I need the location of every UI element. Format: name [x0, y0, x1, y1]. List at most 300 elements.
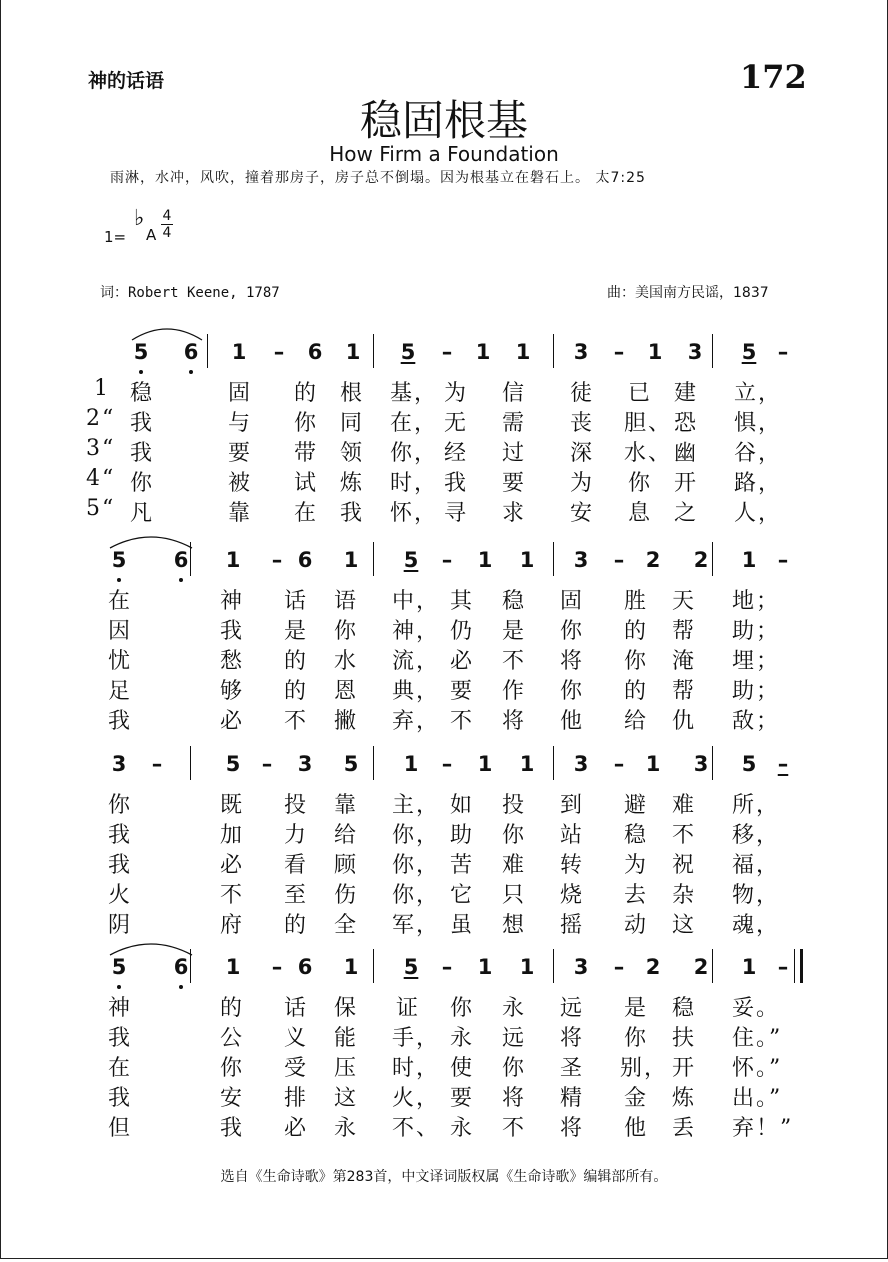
lyric-char: 求: [501, 501, 524, 526]
lyric-char: 永: [333, 1116, 356, 1141]
lyric-char: 因: [107, 619, 130, 644]
lyric-char: 要: [449, 1086, 472, 1111]
lyric-char: 必: [219, 709, 242, 734]
lyric-char: 你: [129, 471, 152, 496]
lyric-char: 助；: [732, 619, 781, 644]
lyric-char: 避: [623, 793, 646, 818]
lyric-char: 炼: [671, 1086, 694, 1111]
note: 5: [403, 955, 419, 979]
lyric-char: 助；: [732, 679, 781, 704]
lyric-char: 金: [623, 1086, 646, 1111]
barline: [712, 334, 713, 368]
note: 1: [477, 752, 493, 776]
note: 1: [477, 548, 493, 572]
note: 1: [345, 340, 361, 364]
lyric-char: 必: [449, 649, 472, 674]
note: 1: [225, 955, 241, 979]
lyric-char: 的: [623, 679, 646, 704]
lyric-char: 在，: [390, 411, 439, 436]
lyric-char: 你，: [392, 853, 441, 878]
note: 5: [741, 340, 757, 364]
lyric-char: 你，: [390, 441, 439, 466]
lyric-char: 弃！”: [732, 1116, 794, 1141]
lyric-char: 炼: [339, 471, 362, 496]
lyric-char: 话: [283, 589, 306, 614]
note: 6: [173, 548, 189, 572]
lyric-char: 作: [501, 679, 524, 704]
lyric-char: 之: [673, 501, 696, 526]
lyric-char: 的: [283, 913, 306, 938]
lyric-char: 神: [219, 589, 242, 614]
composer-credit: 曲：美国南方民谣，1837: [607, 285, 769, 301]
lyric-char: 他: [559, 709, 582, 734]
lyric-char: 出。”: [732, 1086, 783, 1111]
lyric-char: 是: [623, 996, 646, 1021]
lyric-char: 我: [107, 1026, 130, 1051]
copyright-footer: 选自《生命诗歌》第283首，中文译词版权属《生命诗歌》编辑部所有。: [220, 1169, 668, 1185]
lyric-char: 带: [293, 441, 316, 466]
lyric-char: 顾: [333, 853, 356, 878]
lyric-char: 至: [283, 883, 306, 908]
lyric-char: 为: [443, 381, 466, 406]
barline: [190, 746, 191, 780]
lyric-char: 他: [623, 1116, 646, 1141]
lyric-char: 的: [623, 619, 646, 644]
lyric-char: 水: [333, 649, 356, 674]
lyric-char: 人，: [734, 501, 783, 526]
lyric-char: 的: [293, 381, 316, 406]
barline: [712, 542, 713, 576]
lyric-char: 为: [623, 853, 646, 878]
lyric-char: 你: [559, 679, 582, 704]
note: 1: [343, 548, 359, 572]
lyric-char: 动: [623, 913, 646, 938]
lyric-char: 同: [339, 411, 362, 436]
lyric-char: 全: [333, 913, 356, 938]
lyric-char: 你: [449, 996, 472, 1021]
lyric-char: 敌；: [732, 709, 781, 734]
lyric-char: 难: [671, 793, 694, 818]
lyric-char: 将: [559, 649, 582, 674]
lyric-char: 你: [293, 411, 316, 436]
lyric-char: 撇: [333, 709, 356, 734]
lyric-char: 深: [569, 441, 592, 466]
lyric-char: 给: [623, 709, 646, 734]
lyric-char: 你: [623, 649, 646, 674]
lyric-char: 必: [219, 853, 242, 878]
note: 1: [519, 548, 535, 572]
lyric-char: 信: [501, 381, 524, 406]
note: 3: [573, 548, 589, 572]
lyric-char: 难: [501, 853, 524, 878]
lyric-char: 典，: [392, 679, 441, 704]
note: 6: [173, 955, 189, 979]
lyric-char: 住。”: [732, 1026, 783, 1051]
lyric-char: 够: [219, 679, 242, 704]
lyric-char: 不: [449, 709, 472, 734]
lyric-char: 府: [219, 913, 242, 938]
lyric-char: 军，: [392, 913, 441, 938]
note: 3: [687, 340, 703, 364]
lyric-char: 领: [339, 441, 362, 466]
note: 5: [343, 752, 359, 776]
hymn-subtitle: How Firm a Foundation: [329, 142, 559, 166]
lyric-char: 不: [501, 649, 524, 674]
lyric-char: 我: [107, 823, 130, 848]
note: 3: [573, 955, 589, 979]
barline: [553, 746, 554, 780]
lyric-char: 5“: [86, 496, 116, 521]
lyric-char: 要: [449, 679, 472, 704]
lyric-char: 在: [293, 501, 316, 526]
lyric-char: 福，: [732, 853, 781, 878]
lyric-char: 它: [449, 883, 472, 908]
note: –: [613, 752, 625, 776]
time-bottom: 4: [162, 225, 172, 241]
lyric-char: 你: [559, 619, 582, 644]
lyric-char: 我: [219, 619, 242, 644]
lyric-char: 我: [107, 709, 130, 734]
final-barline-thick: [800, 949, 803, 983]
note: 2: [693, 548, 709, 572]
note: 1: [225, 548, 241, 572]
lyric-char: 使: [449, 1056, 472, 1081]
lyric-char: 物，: [732, 883, 781, 908]
lyric-char: 需: [501, 411, 524, 436]
lyric-char: 这: [333, 1086, 356, 1111]
lyric-char: 是: [501, 619, 524, 644]
barline: [553, 542, 554, 576]
octave-dot: [139, 370, 143, 374]
lyric-char: 转: [559, 853, 582, 878]
lyric-char: 试: [293, 471, 316, 496]
lyric-char: 不: [501, 1116, 524, 1141]
octave-dot: [117, 578, 121, 582]
note: –: [271, 548, 283, 572]
lyric-char: 丢: [671, 1116, 694, 1141]
note: –: [613, 955, 625, 979]
note: –: [777, 955, 789, 979]
lyric-char: 不: [219, 883, 242, 908]
lyric-char: 我: [129, 441, 152, 466]
lyric-char: 固: [559, 589, 582, 614]
note: –: [777, 548, 789, 572]
lyric-char: 阴: [107, 913, 130, 938]
note: 2: [645, 548, 661, 572]
lyric-char: 基，: [390, 381, 439, 406]
note: 6: [297, 548, 313, 572]
lyric-char: 排: [283, 1086, 306, 1111]
lyric-char: 我: [107, 853, 130, 878]
lyric-char: 杂: [671, 883, 694, 908]
lyric-char: 如: [449, 793, 472, 818]
lyric-char: 神，: [392, 619, 441, 644]
lyric-char: 不: [671, 823, 694, 848]
lyric-char: 语: [333, 589, 356, 614]
lyric-char: 被: [227, 471, 250, 496]
lyric-char: 到: [559, 793, 582, 818]
lyric-char: 我: [443, 471, 466, 496]
lyric-char: 其: [449, 589, 472, 614]
lyric-char: 将: [501, 709, 524, 734]
lyric-char: 水、: [624, 441, 673, 466]
note: –: [613, 548, 625, 572]
lyric-char: 你: [107, 793, 130, 818]
lyric-char: 过: [501, 441, 524, 466]
lyric-char: 公: [219, 1026, 242, 1051]
lyric-char: 将: [559, 1026, 582, 1051]
lyric-char: 你: [501, 1056, 524, 1081]
lyric-char: 看: [283, 853, 306, 878]
note: 5: [225, 752, 241, 776]
lyric-char: 流，: [392, 649, 441, 674]
time-top: 4: [162, 208, 172, 224]
note: –: [441, 752, 453, 776]
key-note: A: [146, 226, 157, 244]
note: 5: [111, 955, 127, 979]
note: 1: [403, 752, 419, 776]
note: 1: [519, 955, 535, 979]
note: –: [441, 548, 453, 572]
lyric-char: 火，: [392, 1086, 441, 1111]
barline: [373, 746, 374, 780]
lyric-char: 靠: [227, 501, 250, 526]
lyric-char: 息: [627, 501, 650, 526]
lyric-char: 的: [219, 996, 242, 1021]
lyric-char: 立，: [734, 381, 783, 406]
lyric-char: 1: [94, 376, 108, 401]
lyric-char: 开: [673, 471, 696, 496]
lyric-char: 力: [283, 823, 306, 848]
note: 3: [111, 752, 127, 776]
barline: [553, 334, 554, 368]
lyric-char: 的: [283, 649, 306, 674]
barline: [190, 542, 191, 576]
lyric-char: 时，: [390, 471, 439, 496]
lyric-char: 为: [569, 471, 592, 496]
note: –: [271, 955, 283, 979]
note: 3: [297, 752, 313, 776]
lyric-char: 既: [219, 793, 242, 818]
lyric-char: 寻: [443, 501, 466, 526]
lyric-char: 丧: [569, 411, 592, 436]
barline: [373, 334, 374, 368]
note: –: [441, 340, 453, 364]
barline: [712, 746, 713, 780]
lyric-char: 弃，: [392, 709, 441, 734]
lyric-char: 无: [443, 411, 466, 436]
lyric-char: 你: [501, 823, 524, 848]
lyric-char: 淹: [671, 649, 694, 674]
lyric-char: 的: [283, 679, 306, 704]
lyric-char: 妥。: [732, 996, 781, 1021]
note: 3: [573, 752, 589, 776]
lyric-char: 永: [501, 996, 524, 1021]
lyric-char: 将: [559, 1116, 582, 1141]
barline: [712, 949, 713, 983]
barline: [190, 949, 191, 983]
note: –: [777, 752, 789, 776]
lyric-char: 我: [219, 1116, 242, 1141]
lyric-char: 去: [623, 883, 646, 908]
lyric-char: 根: [339, 381, 362, 406]
time-signature: [161, 208, 173, 241]
lyric-char: 虽: [449, 913, 472, 938]
lyric-char: 受: [283, 1056, 306, 1081]
lyric-char: 谷，: [734, 441, 783, 466]
lyric-char: 仍: [449, 619, 472, 644]
lyric-char: 要: [501, 471, 524, 496]
lyric-char: 仇: [671, 709, 694, 734]
scripture-quote: 雨淋，水冲，风吹，撞着那房子，房子总不倒塌。因为根基立在磐石上。 太7:25: [110, 170, 646, 186]
barline: [207, 334, 208, 368]
note: –: [613, 340, 625, 364]
lyric-char: 加: [219, 823, 242, 848]
lyric-char: 主，: [392, 793, 441, 818]
lyric-char: 烧: [559, 883, 582, 908]
lyric-char: 手，: [392, 1026, 441, 1051]
note: –: [777, 340, 789, 364]
note: –: [273, 340, 285, 364]
octave-dot: [179, 578, 183, 582]
lyric-char: 投: [501, 793, 524, 818]
lyric-char: 永: [449, 1116, 472, 1141]
note: 1: [515, 340, 531, 364]
note: 1: [343, 955, 359, 979]
category-label: 神的话语: [88, 70, 165, 92]
lyric-char: 经: [443, 441, 466, 466]
lyric-char: 怀，: [390, 501, 439, 526]
lyric-char: 恐: [673, 411, 696, 436]
lyric-char: 不、: [392, 1116, 441, 1141]
key-signature: [104, 206, 172, 246]
final-barline-thin: [794, 949, 795, 983]
barline: [553, 949, 554, 983]
lyric-char: 我: [339, 501, 362, 526]
lyric-char: 摇: [559, 913, 582, 938]
key-prefix: 1=: [104, 228, 127, 246]
lyric-char: 帮: [671, 619, 694, 644]
lyric-char: 稳: [623, 823, 646, 848]
lyric-char: 开: [671, 1056, 694, 1081]
lyric-char: 火: [107, 883, 130, 908]
lyric-char: 你: [333, 619, 356, 644]
lyric-char: 苦: [449, 853, 472, 878]
note: 2: [693, 955, 709, 979]
note: 5: [741, 752, 757, 776]
lyric-char: 与: [227, 411, 250, 436]
lyric-char: 凡: [129, 501, 152, 526]
lyric-char: 稳: [129, 381, 152, 406]
lyric-char: 助: [449, 823, 472, 848]
lyric-char: 稳: [671, 996, 694, 1021]
lyric-char: 在: [107, 1056, 130, 1081]
lyric-char: 3“: [86, 436, 116, 461]
lyric-char: 徒: [569, 381, 592, 406]
lyric-char: 别，: [620, 1056, 669, 1081]
lyricist-credit: 词：Robert Keene, 1787: [100, 285, 280, 301]
lyric-char: 愁: [219, 649, 242, 674]
lyric-char: 安: [219, 1086, 242, 1111]
lyric-char: 靠: [333, 793, 356, 818]
lyric-char: 中，: [392, 589, 441, 614]
note: 5: [403, 548, 419, 572]
note: 5: [111, 548, 127, 572]
lyric-char: 2“: [86, 406, 116, 431]
note: 1: [477, 955, 493, 979]
lyric-char: 祝: [671, 853, 694, 878]
lyric-char: 恩: [333, 679, 356, 704]
lyric-char: 4“: [86, 466, 116, 491]
lyric-char: 固: [227, 381, 250, 406]
lyric-char: 话: [283, 996, 306, 1021]
lyric-char: 是: [283, 619, 306, 644]
lyric-char: 你，: [392, 823, 441, 848]
note: 1: [741, 548, 757, 572]
lyric-char: 压: [333, 1056, 356, 1081]
lyric-char: 在: [107, 589, 130, 614]
note: 1: [519, 752, 535, 776]
hymn-title: 稳固根基: [359, 96, 528, 145]
octave-dot: [189, 370, 193, 374]
lyric-char: 移，: [732, 823, 781, 848]
lyric-char: 我: [107, 1086, 130, 1111]
lyric-char: 远: [501, 1026, 524, 1051]
octave-dot: [117, 985, 121, 989]
lyric-char: 不: [283, 709, 306, 734]
barline: [373, 949, 374, 983]
lyric-char: 你: [219, 1056, 242, 1081]
note: 1: [741, 955, 757, 979]
lyric-char: 已: [627, 381, 650, 406]
note: 1: [475, 340, 491, 364]
lyric-char: 伤: [333, 883, 356, 908]
lyric-char: 远: [559, 996, 582, 1021]
note: –: [261, 752, 273, 776]
lyric-char: 义: [283, 1026, 306, 1051]
note: –: [151, 752, 163, 776]
lyric-char: 惧，: [734, 411, 783, 436]
lyric-char: 必: [283, 1116, 306, 1141]
note: 5: [133, 340, 149, 364]
lyric-char: 建: [673, 381, 696, 406]
octave-dot: [179, 985, 183, 989]
note: 3: [693, 752, 709, 776]
lyric-char: 魂，: [732, 913, 781, 938]
note: 1: [647, 340, 663, 364]
lyric-char: 扶: [671, 1026, 694, 1051]
lyric-char: 你: [623, 1026, 646, 1051]
lyric-char: 要: [227, 441, 250, 466]
note: –: [441, 955, 453, 979]
lyric-char: 神: [107, 996, 130, 1021]
barline: [373, 542, 374, 576]
lyric-char: 怀。”: [732, 1056, 783, 1081]
lyric-char: 保: [333, 996, 356, 1021]
lyric-char: 我: [129, 411, 152, 436]
lyric-char: 胜: [623, 589, 646, 614]
lyric-char: 将: [501, 1086, 524, 1111]
hymn-number: 172: [740, 58, 807, 96]
note: 3: [573, 340, 589, 364]
note: 6: [307, 340, 323, 364]
lyric-char: 天: [671, 589, 694, 614]
lyric-char: 投: [283, 793, 306, 818]
lyric-char: 永: [449, 1026, 472, 1051]
lyric-char: 时，: [392, 1056, 441, 1081]
lyric-char: 稳: [501, 589, 524, 614]
lyric-char: 埋；: [732, 649, 781, 674]
